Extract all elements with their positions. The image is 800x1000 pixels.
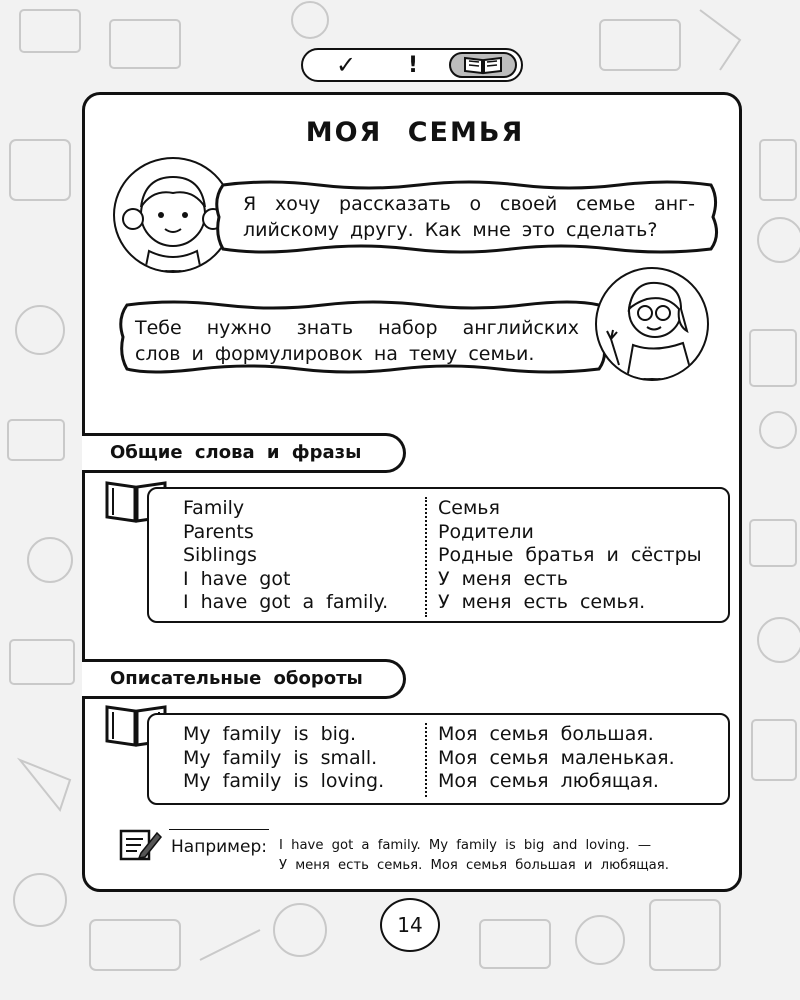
- page-number: 14: [380, 898, 440, 952]
- vocab-english: My family is loving.: [183, 770, 385, 792]
- vocab-table-descriptive: [147, 713, 730, 805]
- check-icon[interactable]: ✓: [335, 51, 357, 79]
- russian-column: [438, 497, 702, 615]
- vocab-russian: Моя семья любящая.: [438, 770, 659, 792]
- exclamation-icon[interactable]: !: [407, 52, 419, 78]
- lesson-card: [82, 92, 742, 892]
- vocab-table-general: [147, 487, 730, 623]
- notepad-pencil-icon: [119, 827, 163, 863]
- example-english: I have got a family. My family is big and loving. —: [279, 838, 652, 853]
- teacher-face-icon: [597, 269, 707, 379]
- column-divider: [425, 723, 427, 797]
- vocab-english: I have got a family.: [183, 591, 389, 613]
- english-column: [183, 497, 388, 615]
- vocab-english: Parents: [183, 520, 254, 543]
- vocab-russian: Моя семья маленькая.: [438, 746, 675, 769]
- top-navigation-bar: [301, 48, 523, 82]
- vocab-english: I have got: [183, 567, 291, 590]
- example-russian: У меня есть семья. Моя семья большая и любящая.: [279, 858, 669, 873]
- vocab-russian: Семья: [438, 497, 500, 519]
- vocab-russian: Родители: [438, 520, 534, 543]
- teacher-avatar: [595, 267, 709, 381]
- open-book-icon[interactable]: [449, 52, 517, 78]
- section-heading-general: Общие слова и фразы: [82, 433, 406, 473]
- vocab-russian: У меня есть семья.: [438, 591, 646, 613]
- teacher-answer-text: Тебе нужно знать набор английских слов и формулировок на тему семьи.: [135, 317, 579, 365]
- example-label-rule: [169, 829, 269, 830]
- section-heading-descriptive: Описательные обороты: [82, 659, 406, 699]
- vocab-russian: Моя семья большая.: [438, 723, 654, 745]
- vocab-english: My family is small.: [183, 746, 378, 769]
- example-label: Например:: [171, 837, 267, 857]
- russian-column: [438, 723, 675, 794]
- page-title: МОЯ СЕМЬЯ: [305, 117, 525, 148]
- vocab-english: My family is big.: [183, 723, 357, 745]
- vocab-russian: У меня есть: [438, 567, 568, 590]
- girl-question-text: Я хочу рассказать о своей семье анг-лийскому другу. Как мне это сделать?: [243, 193, 695, 241]
- english-column: [183, 723, 384, 794]
- column-divider: [425, 497, 427, 617]
- vocab-english: Siblings: [183, 544, 257, 566]
- vocab-russian: Родные братья и сёстры: [438, 544, 702, 566]
- vocab-english: Family: [183, 497, 245, 519]
